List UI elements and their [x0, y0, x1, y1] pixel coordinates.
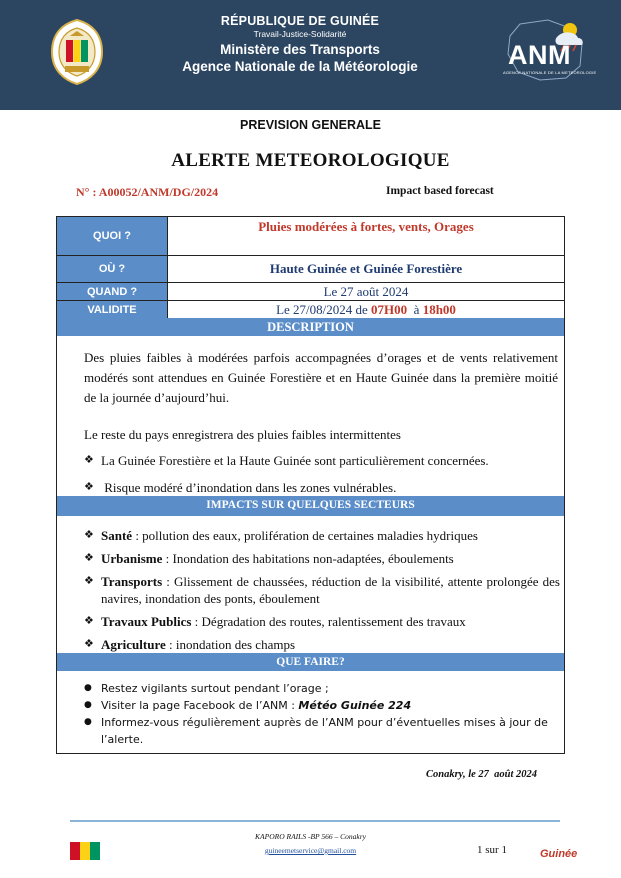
footer-divider: [70, 820, 560, 822]
advice-text: Restez vigilants surtout pendant l’orage ;: [101, 682, 329, 695]
description-bullet: [84, 479, 560, 496]
diamond-bullet-icon: ❖: [84, 575, 94, 587]
bullet-dot-icon: ●: [84, 683, 92, 693]
description-bullet-text: La Guinée Forestière et la Haute Guinée sont particulièrement concernées.: [101, 453, 489, 468]
signature-date: Conakry, le 27 août 2024: [426, 769, 538, 780]
footer-address: KAPORO RAILS -BP 566 – Conakry: [255, 832, 366, 841]
footer-email-link[interactable]: guineemetservice@gmail.com: [264, 846, 357, 855]
impact-sector: Transports: [101, 574, 163, 589]
quand-label: QUAND ?: [57, 283, 167, 300]
diamond-bullet-icon: ❖: [84, 615, 94, 627]
diamond-bullet-icon: ❖: [84, 552, 94, 564]
diamond-bullet-icon: ❖: [84, 638, 94, 650]
quoi-value: Pluies modérées à fortes, vents, Orages: [258, 219, 474, 234]
republic-motto: Travail-Justice-Solidarité: [253, 29, 347, 39]
impact-text: : Dégradation des routes, ralentissement des travaux: [191, 614, 466, 629]
impact-item: [84, 527, 560, 544]
validite-label: VALIDITE: [57, 301, 167, 318]
description-bullet-text: Risque modéré d’inondation dans les zones vulnérables.: [101, 480, 397, 495]
column-divider: [167, 217, 168, 318]
alert-number: N° : A00052/ANM/DG/2024: [76, 185, 219, 199]
anm-logo-text: ANM: [508, 40, 571, 70]
anm-logo-subtitle: AGENCE NATIONALE DE LA METEOROLOGIE: [503, 70, 597, 75]
impacts-heading: IMPACTS SUR QUELQUES SECTEURS: [57, 496, 564, 516]
prevision-heading: PREVISION GENERALE: [240, 118, 381, 132]
facebook-page-name: Météo Guinée 224: [298, 699, 412, 712]
advice-item: [84, 714, 558, 748]
diamond-bullet-icon: ❖: [84, 529, 94, 541]
description-bullet: [84, 452, 560, 469]
validite-prefix: Le 27/08/2024 de: [276, 301, 372, 317]
coat-of-arms-icon: [48, 18, 106, 86]
impact-sector: Travaux Publics: [101, 614, 192, 629]
agency-name: Agence Nationale de la Météorologie: [182, 59, 418, 74]
validite-value: [168, 301, 564, 318]
impact-sector: Santé: [101, 528, 133, 543]
description-paragraph-2: Le reste du pays enregistrera des pluies faibles intermittentes: [84, 427, 401, 442]
quoi-label: QUOI ?: [57, 217, 167, 255]
header-banner: [0, 0, 621, 110]
page-number: 1 sur 1: [477, 844, 507, 856]
guinee-brand-logo: Guinée: [540, 848, 578, 860]
validite-start: 07H00: [371, 301, 408, 317]
ministry-name: Ministère des Transports: [220, 42, 380, 57]
republic-name: RÉPUBLIQUE DE GUINÉE: [220, 14, 380, 28]
impact-sector: Agriculture: [101, 637, 166, 652]
bullet-dot-icon: ●: [84, 700, 92, 710]
quand-value: Le 27 août 2024: [323, 283, 409, 299]
ou-label: OÙ ?: [57, 256, 167, 282]
impact-text: : Inondation des habitations non-adaptées, éboulements: [162, 551, 454, 566]
description-paragraph: Des pluies faibles à modérées parfois accompagnées d’orages et de vents relativement modérés sont attendues en Guinée Forestière et en Haute Guinée dans la première moitié de la journée d’aujourd’hui.: [84, 350, 558, 405]
impact-item: [84, 573, 560, 607]
diamond-bullet-icon: ❖: [84, 481, 94, 493]
impact-sector: Urbanisme: [101, 551, 163, 566]
que-faire-heading: QUE FAIRE?: [57, 653, 564, 671]
bullet-dot-icon: ●: [84, 717, 92, 727]
impact-based-forecast-label: Impact based forecast: [386, 185, 494, 197]
impact-item: [84, 613, 560, 630]
advice-item: [84, 697, 558, 714]
advice-text: Visiter la page Facebook de l’ANM :: [101, 699, 299, 712]
diamond-bullet-icon: ❖: [84, 454, 94, 466]
alert-title: ALERTE METEOROLOGIQUE: [171, 150, 450, 171]
advice-text: Informez-vous régulièrement auprès de l’ANM pour d’éventuelles mises à jour de l’alerte.: [101, 716, 548, 746]
ou-value: Haute Guinée et Guinée Forestière: [269, 261, 463, 276]
impact-text: : inondation des champs: [165, 637, 296, 652]
impact-item: [84, 550, 560, 567]
validite-end: 18h00: [422, 301, 456, 317]
advice-item: [84, 680, 558, 697]
description-heading: DESCRIPTION: [57, 318, 564, 336]
impact-text: : pollution des eaux, prolifération de certaines maladies hydriques: [132, 528, 478, 543]
validite-mid: à: [407, 301, 423, 317]
impact-text: : Glissement de chaussées, réduction de la visibilité, attente prolongée des navires, inondation des ponts, éboulement: [101, 574, 560, 606]
impact-item: [84, 636, 560, 653]
